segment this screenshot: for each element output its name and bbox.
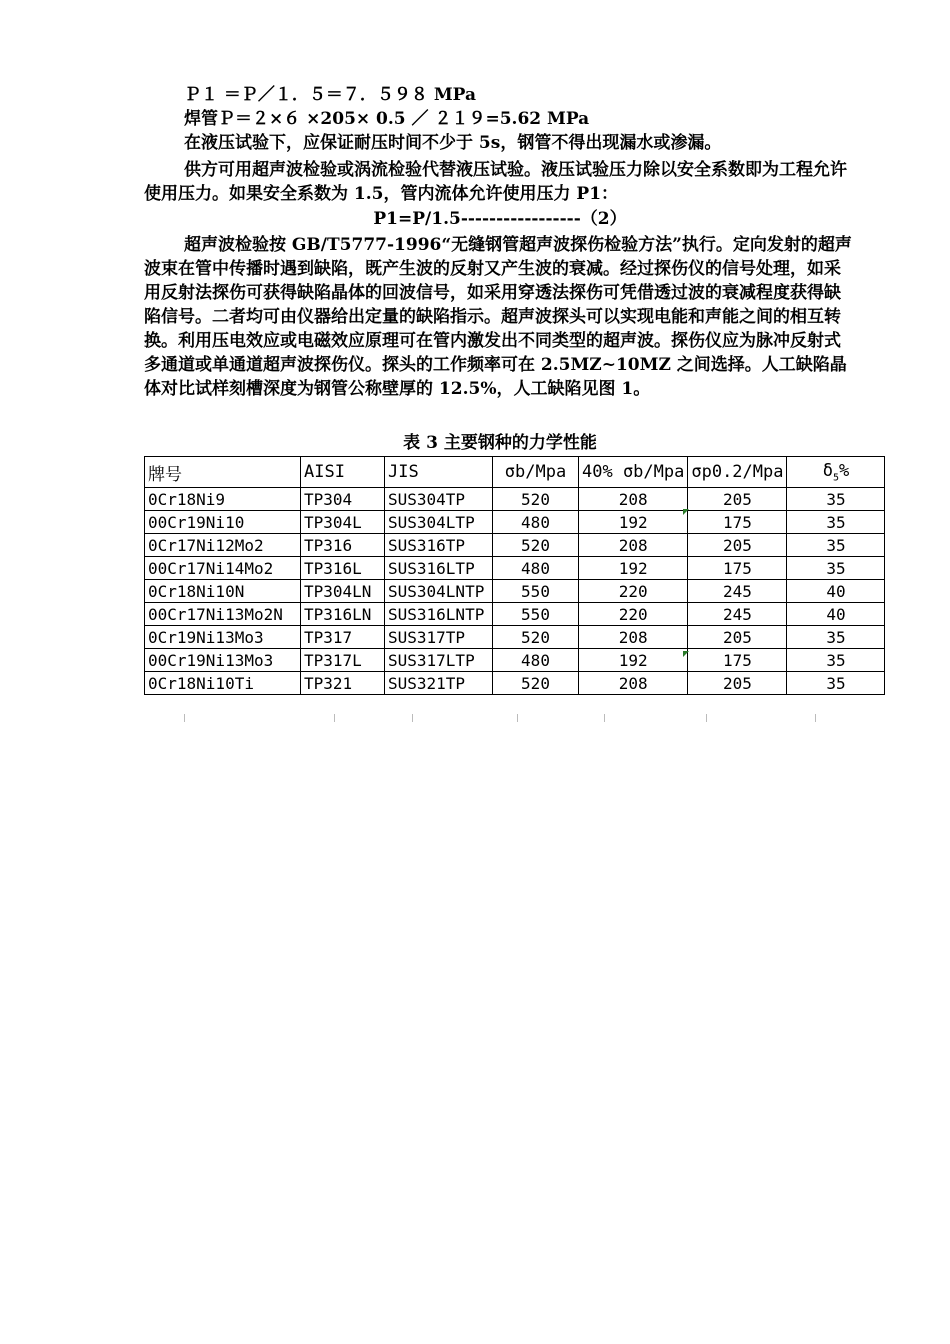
table-cell: TP317L: [301, 649, 385, 672]
table-cell: 205: [688, 534, 787, 557]
table-cell: TP321: [301, 672, 385, 695]
table-cell: 220: [579, 580, 688, 603]
header-jis: JIS: [385, 457, 493, 488]
table-cell: TP316: [301, 534, 385, 557]
table-row: [145, 603, 885, 626]
table-cell: 480: [493, 649, 579, 672]
table-cell: 205: [688, 488, 787, 511]
header-tensile: σb/Mpa: [493, 457, 579, 488]
table-cell: 205: [688, 626, 787, 649]
ultrasonic-paragraph: 超声波检验按 GB/T5777-1996“无缝钢管超声波探伤检验方法”执行。定向发射的超声波束在管中传播时遇到缺陷，既产生波的反射又产生波的衰减。经过探伤仪的信号处理，如采用反射法探伤可获得缺陷晶体的回波信号，如采用穿透法探伤可凭借透过波的衰减程度获得缺陷信号。二者均可由仪器给出定量的缺陷指示。超声波探头可以实现电能和声能之间的相互转换。利用压电效应或电磁效应原理可在管内激发出不同类型的超声波。探伤仪应为脉冲反射式多通道或单通道超声波探伤仪。探头的工作频率可在 2.5MZ~10MZ 之间选择。人工缺陷晶体对比试样刻槽深度为钢管公称壁厚的 12.5%，人工缺陷见图 1。: [144, 235, 852, 399]
table-cell: 35: [787, 672, 885, 695]
table-cell: TP316LN: [301, 603, 385, 626]
table-cell: 550: [493, 580, 579, 603]
ruler-tick: [815, 714, 816, 722]
table-row: [145, 626, 885, 649]
ruler-tick: [412, 714, 413, 722]
table-row: [145, 488, 885, 511]
table-cell: SUS316TP: [385, 534, 493, 557]
table-cell: 0Cr17Ni12Mo2: [145, 534, 301, 557]
table-cell: SUS304LTP: [385, 511, 493, 534]
table-cell: SUS317TP: [385, 626, 493, 649]
table-cell: 00Cr19Ni13Mo3: [145, 649, 301, 672]
table-cell: 520: [493, 672, 579, 695]
table-cell: 35: [787, 626, 885, 649]
table-cell: 0Cr18Ni9: [145, 488, 301, 511]
table-cell: 175: [688, 511, 787, 534]
table-cell: 35: [787, 534, 885, 557]
table-cell: 35: [787, 557, 885, 580]
table-row: [145, 534, 885, 557]
formula-2: P1=P/1.5-----------------（2）: [373, 209, 627, 229]
table-cell: SUS316LTP: [385, 557, 493, 580]
table-cell: 00Cr19Ni10: [145, 511, 301, 534]
table-cell: TP316L: [301, 557, 385, 580]
table-cell: 0Cr18Ni10Ti: [145, 672, 301, 695]
header-40pct-tensile: 40% σb/Mpa: [579, 457, 688, 488]
table-cell: 205: [688, 672, 787, 695]
table-row: [145, 511, 885, 534]
table-cell: SUS304TP: [385, 488, 493, 511]
table-cell: TP304: [301, 488, 385, 511]
ruler-tick: [184, 714, 185, 722]
table-row: [145, 557, 885, 580]
comment-marker: [683, 651, 689, 657]
table-cell: SUS321TP: [385, 672, 493, 695]
header-grade: 牌号: [145, 457, 301, 488]
ruler-tick: [517, 714, 518, 722]
table-cell: TP317: [301, 626, 385, 649]
table-cell: 520: [493, 488, 579, 511]
supplier-paragraph: 供方可用超声波检验或涡流检验代替液压试验。液压试验压力除以安全系数即为工程允许使用压力。如果安全系数为 1.5，管内流体允许使用压力 P1：: [144, 160, 847, 204]
hydro-test-line: 在液压试验下，应保证耐压时间不少于 5s，钢管不得出现漏水或渗漏。: [184, 133, 722, 153]
table-cell: 208: [579, 672, 688, 695]
header-aisi: AISI: [301, 457, 385, 488]
table-cell: 35: [787, 511, 885, 534]
table-cell: 520: [493, 626, 579, 649]
table-cell: 35: [787, 488, 885, 511]
mechanical-properties-table: [144, 456, 885, 695]
table-header-row: [145, 457, 885, 488]
table-cell: 208: [579, 534, 688, 557]
table-cell: 40: [787, 603, 885, 626]
table-cell: 245: [688, 603, 787, 626]
table-cell: 00Cr17Ni14Mo2: [145, 557, 301, 580]
ruler-tick: [334, 714, 335, 722]
header-yield: σp0.2/Mpa: [688, 457, 787, 488]
table-caption: 表 3 主要钢种的力学性能: [403, 433, 597, 453]
table-cell: SUS317LTP: [385, 649, 493, 672]
table-cell: 192: [579, 649, 688, 672]
table-cell: 520: [493, 534, 579, 557]
table-cell: 175: [688, 557, 787, 580]
table-cell: 192: [579, 511, 688, 534]
table-cell: 40: [787, 580, 885, 603]
ruler-ticks: [144, 700, 880, 724]
table-cell: 550: [493, 603, 579, 626]
table-cell: 192: [579, 557, 688, 580]
ruler-tick: [604, 714, 605, 722]
header-elongation: $\delta_5\%$: [787, 457, 885, 488]
table-cell: TP304LN: [301, 580, 385, 603]
table-cell: SUS304LNTP: [385, 580, 493, 603]
table-cell: 0Cr18Ni10N: [145, 580, 301, 603]
table-cell: TP304L: [301, 511, 385, 534]
ruler-tick: [706, 714, 707, 722]
table-cell: 220: [579, 603, 688, 626]
weld-pipe-line: 焊管Ｐ＝２×６ ×205× 0.5 ／ ２１９=5.62 MPa: [184, 109, 590, 129]
table-cell: 208: [579, 626, 688, 649]
table-cell: 245: [688, 580, 787, 603]
table-cell: 208: [579, 488, 688, 511]
table-row: [145, 580, 885, 603]
table-row: [145, 649, 885, 672]
table-cell: 35: [787, 649, 885, 672]
table-cell: 480: [493, 557, 579, 580]
p1-formula-line: Ｐ１ ＝Ｐ／１．５＝７．５９８ MPa: [184, 85, 476, 105]
table-cell: SUS316LNTP: [385, 603, 493, 626]
comment-marker: [683, 509, 689, 515]
table-row: [145, 672, 885, 695]
table-cell: 0Cr19Ni13Mo3: [145, 626, 301, 649]
table-cell: 480: [493, 511, 579, 534]
table-cell: 00Cr17Ni13Mo2N: [145, 603, 301, 626]
table-cell: 175: [688, 649, 787, 672]
